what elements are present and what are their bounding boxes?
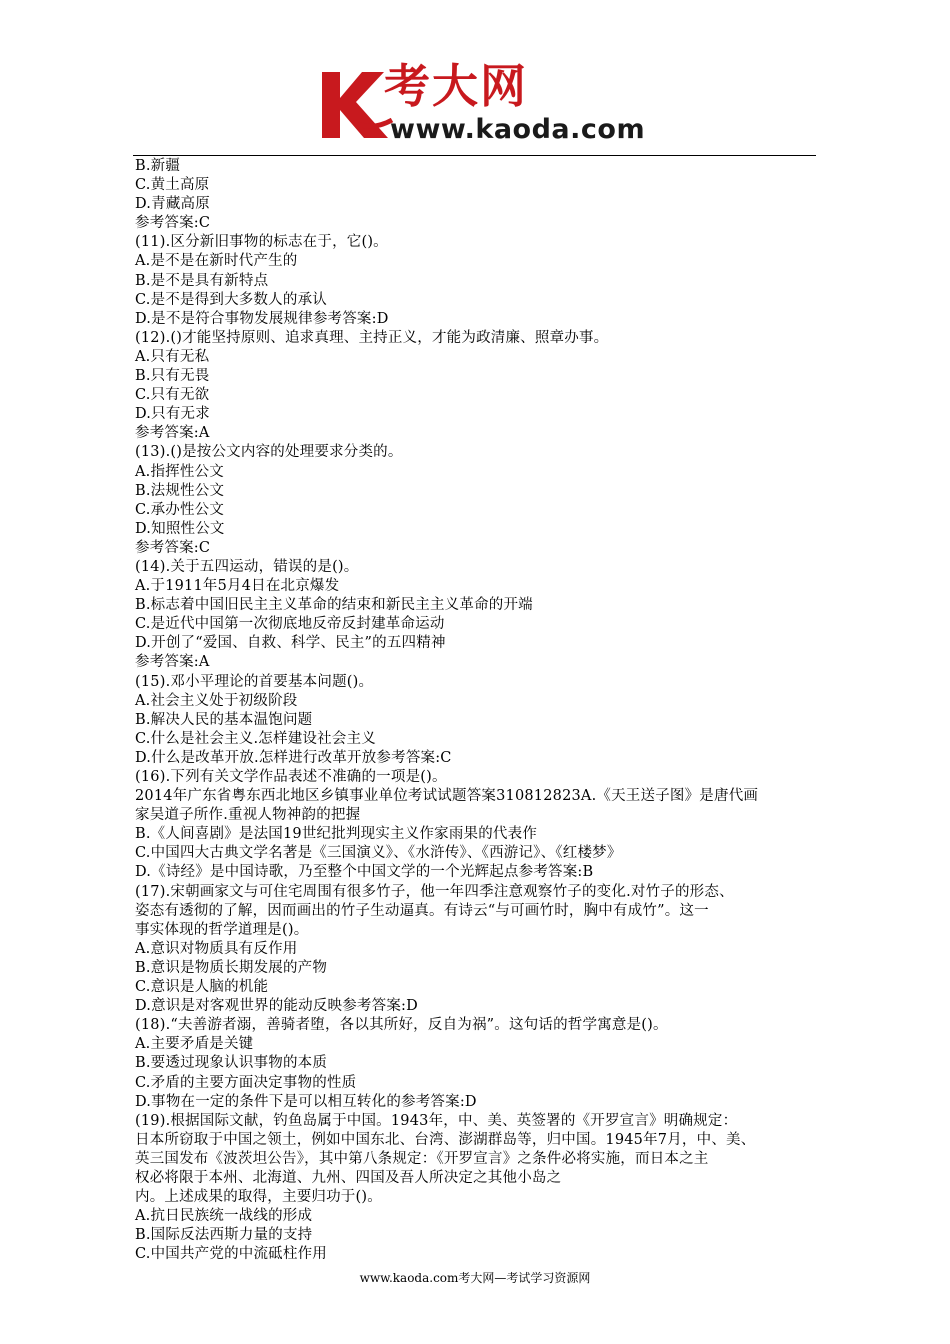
text-line: C.承办性公文	[135, 501, 225, 518]
text-line: C.什么是社会主义.怎样建设社会主义	[135, 730, 376, 747]
logo-chinese-name: 考大网	[384, 59, 528, 113]
text-line: 权必将限于本州、北海道、九州、四国及吾人所决定之其他小岛之	[135, 1169, 562, 1186]
page-footer: www.kaoda.com考大网—考试学习资源网	[359, 1271, 591, 1285]
text-line: C.中国四大古典文学名著是《三国演义》、《水浒传》、《西游记》、《红楼梦》	[135, 845, 622, 862]
text-line: D.知照性公文	[135, 520, 225, 537]
text-line: 内。上述成果的取得，主要归功于()。	[135, 1189, 382, 1206]
text-line: 2014年广东省粤东西北地区乡镇事业单位考试试题答案310812823A.《天王送子图》是唐代画	[135, 788, 759, 805]
text-line: 参考答案:C	[135, 539, 211, 556]
text-line: D.开创了“爱国、自救、科学、民主”的五四精神	[135, 635, 446, 652]
text-line: A.只有无私	[135, 348, 210, 365]
header-divider	[133, 155, 816, 156]
text-line: (12).()才能坚持原则、追求真理、主持正义，才能为政清廉、照章办事。	[135, 329, 609, 346]
k-logo-icon	[318, 68, 394, 140]
text-line: (19).根据国际文献，钓鱼岛属于中国。1943年，中、美、英签署的《开罗宣言》明确规定：	[135, 1112, 738, 1129]
text-line: B.解决人民的基本温饱问题	[135, 711, 313, 728]
text-line: B.是不是具有新特点	[135, 272, 269, 289]
text-line: 姿态有透彻的了解，因而画出的竹子生动逼真。有诗云“与可画竹时，胸中有成竹”。这一	[135, 902, 709, 919]
text-line: (15).邓小平理论的首要基本问题()。	[135, 673, 374, 690]
text-line: 参考答案:A	[135, 425, 210, 442]
text-line: (17).宋朝画家文与可住宅周围有很多竹子，他一年四季注意观察竹子的变化.对竹子的形态、	[135, 883, 734, 900]
text-line: D.只有无求	[135, 406, 210, 423]
text-line: A.是不是在新时代产生的	[135, 253, 298, 270]
document-body	[135, 157, 820, 1264]
text-line: (14).关于五四运动，错误的是()。	[135, 558, 359, 575]
text-line: B.要透过现象认识事物的本质	[135, 1055, 328, 1072]
text-line: B.《人间喜剧》是法国19世纪批判现实主义作家雨果的代表作	[135, 826, 538, 843]
text-line: B.法规性公文	[135, 482, 225, 499]
text-line: A.指挥性公文	[135, 463, 224, 480]
text-line: 日本所窃取于中国之领土，例如中国东北、台湾、澎湖群岛等，归中国。1945年7月，中、美、	[135, 1131, 756, 1148]
page-header	[0, 0, 950, 160]
text-line: D.意识是对客观世界的能动反映参考答案:D	[135, 998, 418, 1015]
text-line: B.新疆	[135, 158, 181, 174]
text-line: B.意识是物质长期发展的产物	[135, 959, 328, 976]
text-line: 英三国发布《波茨坦公告》，其中第八条规定：《开罗宣言》之条件必将实施，而日本之主	[135, 1150, 709, 1167]
text-line: D.青藏高原	[135, 196, 210, 213]
text-line: A.意识对物质具有反作用	[135, 940, 298, 957]
text-line: C.黄土高原	[135, 177, 210, 194]
text-line: (13).()是按公文内容的处理要求分类的。	[135, 444, 403, 461]
text-line: A.社会主义处于初级阶段	[135, 692, 298, 709]
text-line: A.主要矛盾是关键	[135, 1036, 254, 1053]
text-line: C.只有无欲	[135, 387, 210, 404]
text-line: D.《诗经》是中国诗歌，乃至整个中国文学的一个光辉起点参考答案:B	[135, 864, 594, 881]
logo-url: www.kaoda.com	[390, 114, 646, 145]
text-line: C.是近代中国第一次彻底地反帝反封建革命运动	[135, 616, 445, 633]
text-line: 参考答案:C	[135, 215, 211, 232]
text-line: A.抗日民族统一战线的形成	[135, 1208, 313, 1225]
text-line: B.标志着中国旧民主主义革命的结束和新民主主义革命的开端	[135, 597, 533, 614]
text-line: C.中国共产党的中流砥柱作用	[135, 1246, 327, 1263]
text-line: C.矛盾的主要方面决定事物的性质	[135, 1074, 357, 1091]
text-line: 参考答案:A	[135, 654, 210, 671]
text-line: D.什么是改革开放.怎样进行改革开放参考答案:C	[135, 749, 452, 766]
kaoda-logo[interactable]	[318, 59, 646, 150]
text-line: C.是不是得到大多数人的承认	[135, 291, 327, 308]
text-line: A.于1911年5月4日在北京爆发	[135, 578, 340, 595]
text-line: 家吴道子所作.重视人物神韵的把握	[135, 807, 361, 824]
text-line: B.国际反法西斯力量的支持	[135, 1227, 313, 1244]
text-line: 事实体现的哲学道理是()。	[135, 921, 309, 938]
text-line: C.意识是人脑的机能	[135, 979, 269, 996]
text-line: D.是不是符合事物发展规律参考答案:D	[135, 310, 389, 327]
text-line: (11).区分新旧事物的标志在于，它()。	[135, 234, 388, 251]
text-line: D.事物在一定的条件下是可以相互转化的参考答案:D	[135, 1093, 477, 1110]
text-line: (18).“夫善游者溺，善骑者堕，各以其所好，反自为祸”。这句话的哲学寓意是()。	[135, 1017, 668, 1034]
text-line: B.只有无畏	[135, 368, 210, 385]
text-line: (16).下列有关文学作品表述不准确的一项是()。	[135, 769, 447, 785]
